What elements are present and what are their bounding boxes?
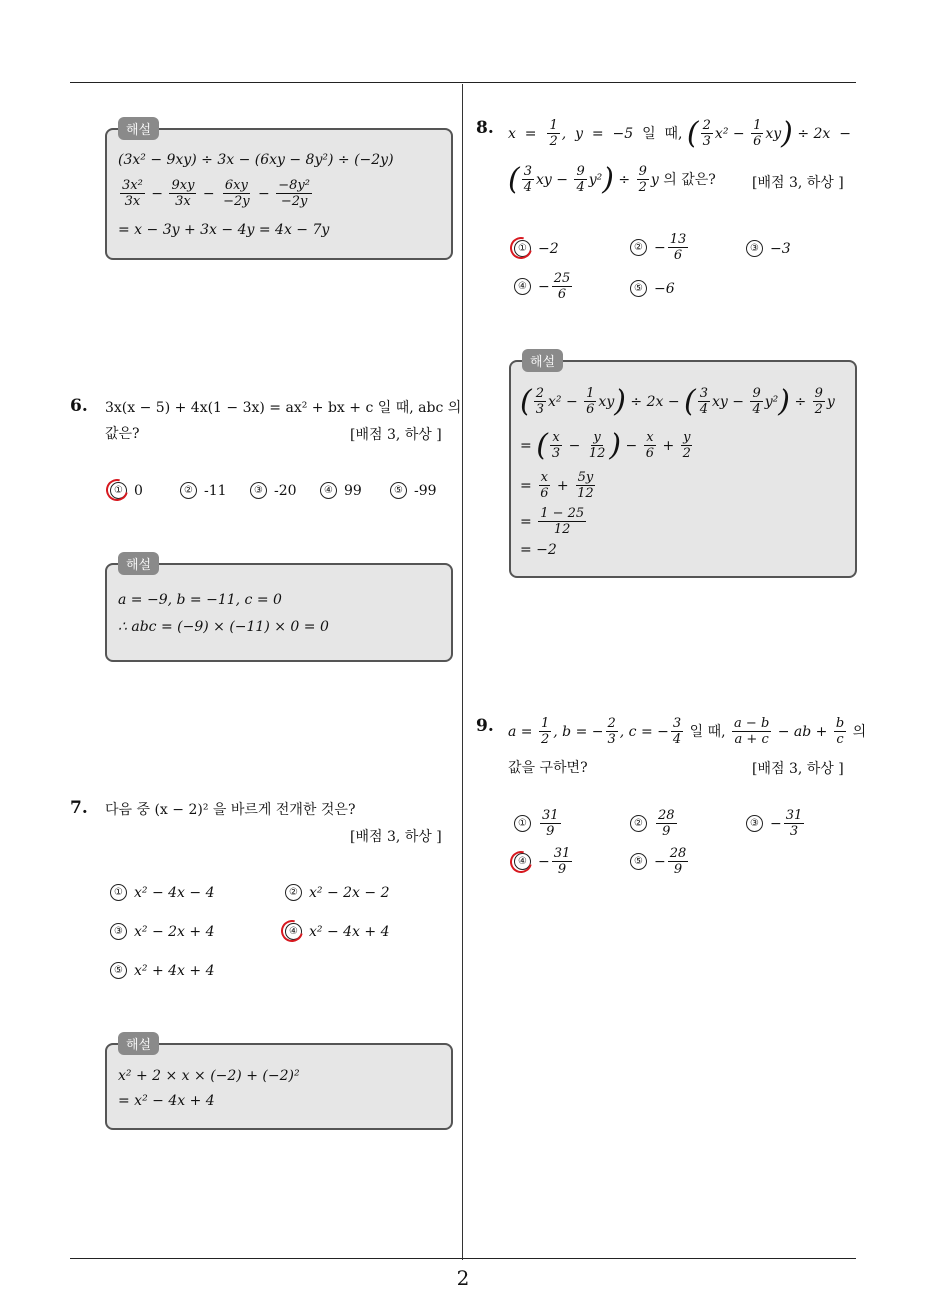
q8-solution-line-3: = $\frac{x}{6}$ + $\frac{5y}{12}$	[520, 470, 594, 501]
q8-option-4[interactable]: ④ − $\frac{25}{6}$	[514, 271, 574, 302]
q7-solution-line-1: x² + 2 × x × (−2) + (−2)²	[118, 1068, 300, 1084]
q6-question-text-2: 값은?	[105, 426, 140, 442]
q9-option-5[interactable]: ⑤ − $\frac{28}{9}$	[630, 846, 690, 877]
question-number-8: 8.	[476, 118, 494, 138]
solution-tag-q5: 해설	[118, 117, 159, 140]
q9-option-2[interactable]: ② $\frac{28}{9}$	[630, 808, 679, 839]
q5-solution-line-3: = x − 3y + 3x − 4y = 4x − 7y	[118, 222, 330, 238]
q7-solution-line-2: = x² − 4x + 4	[118, 1093, 215, 1109]
q8-question-text-2: ( $\frac{3}{4}$ xy − $\frac{9}{4}$ y² ) ÷ $\frac{9}{2}$ y 의 값은?	[508, 161, 716, 197]
q7-question-text: 다음 중 (x − 2)² 을 바르게 전개한 것은?	[105, 802, 356, 818]
solution-tag-q7: 해설	[118, 1032, 159, 1055]
q8-option-2[interactable]: ② − $\frac{13}{6}$	[630, 232, 690, 263]
q8-solution-line-5: = −2	[520, 542, 557, 558]
q6-solution-line-2: ∴ abc = (−9) × (−11) × 0 = 0	[118, 619, 329, 635]
q8-option-1[interactable]: ① −2	[514, 240, 559, 257]
bottom-rule	[70, 1258, 856, 1259]
q6-option-3[interactable]: ③ -20	[250, 482, 297, 499]
q8-score: [배점 3, 하상 ]	[752, 175, 844, 191]
q7-option-1[interactable]: ① x² − 4x − 4	[110, 884, 214, 901]
q7-option-3[interactable]: ③ x² − 2x + 4	[110, 923, 214, 940]
question-number-9: 9.	[476, 716, 494, 736]
page-number: 2	[456, 1266, 470, 1290]
q9-option-3[interactable]: ③ − $\frac{31}{3}$	[746, 808, 806, 839]
q6-answer-mark	[102, 475, 132, 505]
q6-question-text: 3x(x − 5) + 4x(1 − 3x) = ax² + bx + c 일 때, abc 의	[105, 400, 462, 416]
q9-question-text: a = $\frac{1}{2}$ , b = − $\frac{2}{3}$ , c = − $\frac{3}{4}$ 일 때, $\frac{a - b}{a + c}$ − ab + $\frac{b}{c}$ 의	[508, 716, 867, 747]
top-rule	[70, 82, 856, 83]
q8-solution-line-1: ( $\frac{2}{3}$ x² − $\frac{1}{6}$ xy ) ÷ 2x − ( $\frac{3}{4}$ xy − $\frac{9}{4}$ y² ) ÷ $\frac{9}{2}$ y	[520, 383, 835, 419]
q6-option-5[interactable]: ⑤ -99	[390, 482, 437, 499]
q9-score: [배점 3, 하상 ]	[752, 761, 844, 777]
q7-answer-mark	[277, 916, 307, 946]
q9-option-1[interactable]: ① $\frac{31}{9}$	[514, 808, 563, 839]
q6-solution-line-1: a = −9, b = −11, c = 0	[118, 592, 282, 608]
q8-option-5[interactable]: ⑤ −6	[630, 280, 675, 297]
q5-solution-line-1: (3x² − 9xy) ÷ 3x − (6xy − 8y²) ÷ (−2y)	[118, 152, 394, 168]
q6-option-1[interactable]: ① 0	[110, 482, 143, 499]
q8-solution-line-2: = ( $\frac{x}{3}$ − $\frac{y}{12}$ ) − $\frac{x}{6}$ + $\frac{y}{2}$	[520, 427, 691, 463]
q7-option-4[interactable]: ④ x² − 4x + 4	[285, 923, 389, 940]
q6-score: [배점 3, 하상 ]	[350, 427, 442, 443]
q7-score: [배점 3, 하상 ]	[350, 829, 442, 845]
question-number-7: 7.	[70, 798, 88, 818]
question-number-6: 6.	[70, 396, 88, 416]
solution-tag-q6: 해설	[118, 552, 159, 575]
solution-box-q7	[105, 1043, 453, 1130]
q8-answer-mark	[506, 233, 536, 263]
q6-option-4[interactable]: ④ 99	[320, 482, 362, 499]
solution-tag-q8: 해설	[522, 349, 563, 372]
q5-solution-line-2: $\frac{\text{3x²}}{3x}$ − $\frac{9xy}{3x}$ − $\frac{6xy}{-2y}$ − $\frac{\text{−8y²}}{-2y}$	[122, 178, 310, 209]
solution-box-q6	[105, 563, 453, 662]
q8-solution-line-4: = $\frac{1 - 25}{12}$	[520, 506, 585, 537]
q9-question-text-2: 값을 구하면?	[508, 760, 588, 776]
q7-option-5[interactable]: ⑤ x² + 4x + 4	[110, 962, 214, 979]
q8-question-text: x = $\frac{1}{2}$ , y = −5 일 때, ( $\frac{2}{3}$ x² − $\frac{1}{6}$ xy ) ÷ 2x −	[508, 115, 851, 151]
q9-option-4[interactable]: ④ − $\frac{31}{9}$	[514, 846, 574, 877]
column-divider	[462, 84, 463, 1260]
q8-option-3[interactable]: ③ −3	[746, 240, 791, 257]
q6-option-2[interactable]: ② -11	[180, 482, 227, 499]
q7-option-2[interactable]: ② x² − 2x − 2	[285, 884, 389, 901]
